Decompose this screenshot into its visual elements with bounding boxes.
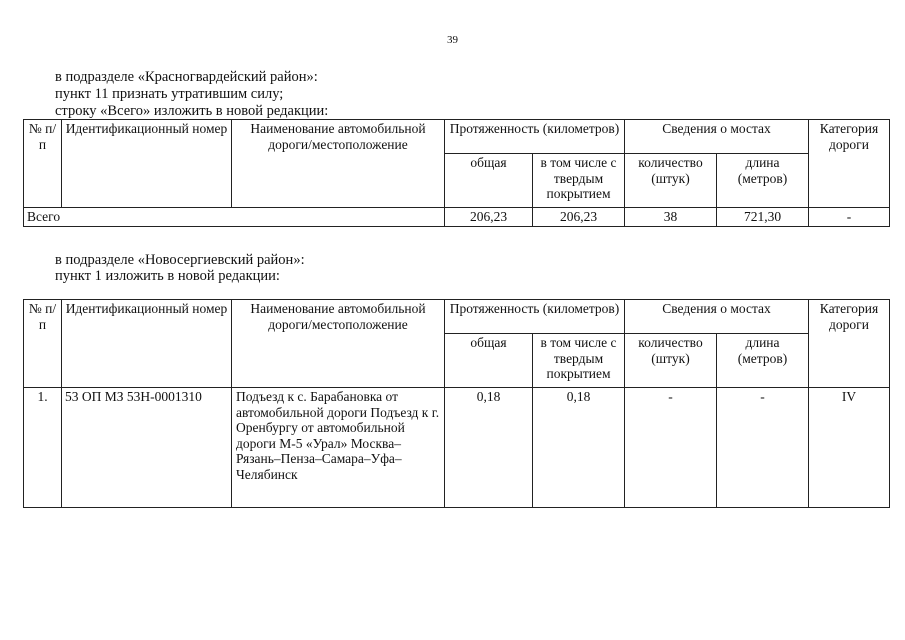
row-category: IV	[809, 388, 890, 508]
header-count: количество (штук)	[625, 334, 717, 388]
total-label: Всего	[24, 208, 445, 227]
header-paved: в том числе с твердым покрытием	[533, 154, 625, 208]
row-paved: 0,18	[533, 388, 625, 508]
row-name: Подъезд к с. Барабановка от автомобильной дороги Подъезд к г. Оренбургу от автомобильной дороги М-5 «Урал» Москва–Рязань–Пенза–Самара–Уфа–Челябинск	[232, 388, 445, 508]
header-bridge-length: длина (метров)	[717, 334, 809, 388]
header-bridges: Сведения о мостах	[625, 120, 809, 154]
section2-line1: в подразделе «Новосергиевский район»:	[55, 252, 305, 268]
header-id: Идентификационный номер	[62, 300, 232, 388]
total-length: 206,23	[445, 208, 533, 227]
table-row	[24, 388, 890, 508]
header-category: Категория дороги	[809, 300, 890, 388]
row-bridge-count: -	[625, 388, 717, 508]
header-count: количество (штук)	[625, 154, 717, 208]
table-krasnogvardeysky	[23, 119, 890, 227]
header-total: общая	[445, 154, 533, 208]
header-name: Наименование автомобильной дороги/местоположение	[232, 300, 445, 388]
table-novosergievsky	[23, 299, 890, 508]
header-category: Категория дороги	[809, 120, 890, 208]
header-name: Наименование автомобильной дороги/местоположение	[232, 120, 445, 208]
header-paved: в том числе с твердым покрытием	[533, 334, 625, 388]
total-category: -	[809, 208, 890, 227]
total-bridge-count: 38	[625, 208, 717, 227]
section2-line2: пункт 1 изложить в новой редакции:	[55, 268, 280, 284]
header-length: Протяженность (километров)	[445, 300, 625, 334]
total-paved: 206,23	[533, 208, 625, 227]
header-total: общая	[445, 334, 533, 388]
section1-line1: в подразделе «Красногвардейский район»:	[55, 69, 318, 85]
header-bridges: Сведения о мостах	[625, 300, 809, 334]
header-length: Протяженность (километров)	[445, 120, 625, 154]
header-num: № п/п	[24, 300, 62, 388]
section1-line2: пункт 11 признать утратившим силу;	[55, 86, 284, 102]
row-num: 1.	[24, 388, 62, 508]
page-number: 39	[447, 34, 458, 46]
row-bridge-length: -	[717, 388, 809, 508]
header-num: № п/п	[24, 120, 62, 208]
header-bridge-length: длина (метров)	[717, 154, 809, 208]
header-id: Идентификационный номер	[62, 120, 232, 208]
row-total: 0,18	[445, 388, 533, 508]
total-bridge-length: 721,30	[717, 208, 809, 227]
row-id: 53 ОП МЗ 53Н-0001310	[62, 388, 232, 508]
section1-line3: строку «Всего» изложить в новой редакции:	[55, 103, 329, 119]
table-row-total	[24, 208, 890, 227]
